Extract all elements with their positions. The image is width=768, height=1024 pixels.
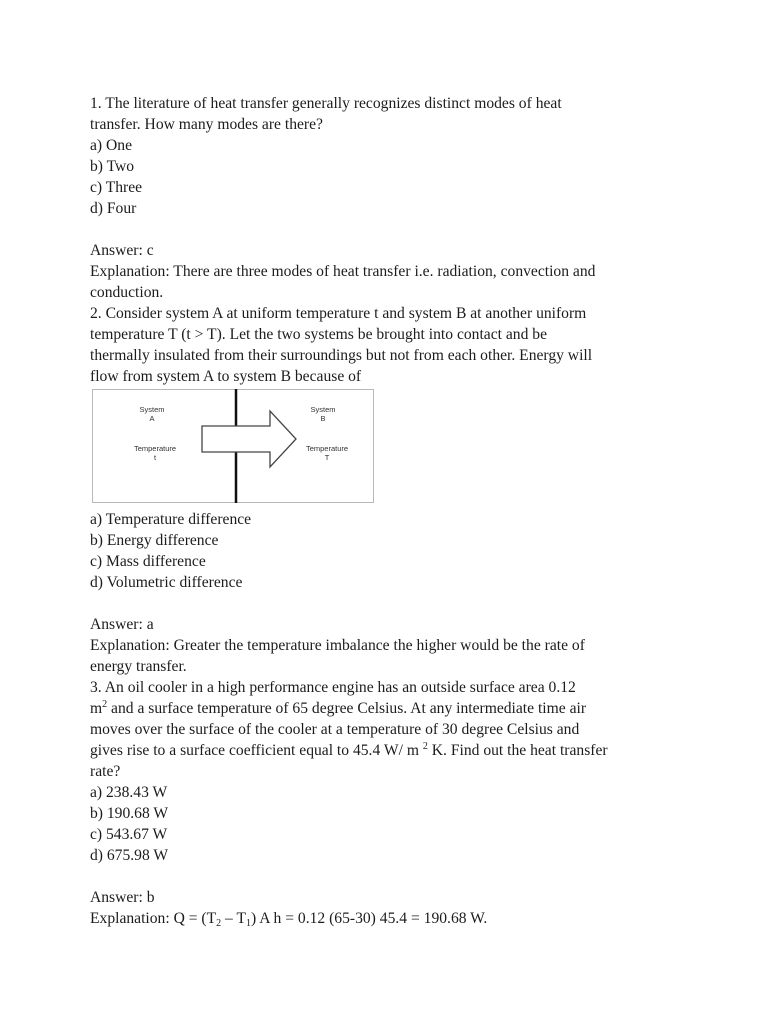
question-text: 3. An oil cooler in a high performance engine has an outside surface area 0.12	[90, 679, 576, 696]
question-text: flow from system A to system B because of	[90, 368, 362, 385]
system-b-label: System B	[310, 405, 336, 423]
answer: Answer: b	[90, 889, 155, 906]
question-text: transfer. How many modes are there?	[90, 116, 323, 133]
quiz-content	[90, 93, 710, 929]
question-text: thermally insulated from their surroundings but not from each other. Energy will	[90, 347, 593, 364]
system-a-label: System A	[139, 405, 165, 423]
option-b: b) 190.68 W	[90, 805, 169, 822]
question-text: $m^2$ and a surface temperature of 65 degree Celsius. At any intermediate time air	[90, 699, 587, 717]
question-2	[90, 303, 710, 677]
explanation: conduction.	[90, 284, 164, 301]
option-b: b) Two	[90, 158, 135, 175]
option-c: c) Three	[90, 179, 143, 196]
question-3	[90, 677, 710, 929]
explanation: Explanation: Greater the temperature imbalance the higher would be the rate of	[90, 637, 585, 654]
answer: Answer: c	[90, 242, 154, 259]
question-text: 1. The literature of heat transfer generally recognizes distinct modes of heat	[90, 95, 562, 112]
question-text: gives rise to a surface coefficient equal to 45.4 W/ m $^2$ K. Find out the heat transfer	[90, 741, 608, 759]
explanation: Explanation: There are three modes of heat transfer i.e. radiation, convection and	[90, 263, 596, 280]
option-c: c) 543.67 W	[90, 826, 168, 843]
question-text: 2. Consider system A at uniform temperature t and system B at another uniform	[90, 305, 587, 322]
temperature-b-label: Temperature T	[305, 444, 349, 462]
explanation: energy transfer.	[90, 658, 187, 675]
option-a: a) 238.43 W	[90, 784, 168, 801]
option-d: d) Volumetric difference	[90, 574, 243, 591]
option-c: c) Mass difference	[90, 553, 206, 570]
option-a: a) Temperature difference	[90, 511, 252, 528]
option-a: a) One	[90, 137, 132, 154]
question-text: moves over the surface of the cooler at a temperature of 30 degree Celsius and	[90, 721, 580, 738]
question-text: rate?	[90, 763, 121, 780]
heat-flow-diagram	[92, 389, 375, 505]
question-text: temperature T (t > T). Let the two systems be brought into contact and be	[90, 326, 548, 343]
option-d: d) 675.98 W	[90, 847, 169, 864]
explanation: Explanation: $Q = (T_2 - T_1)$ A h = 0.12 (65-30) 45.4 = 190.68 W.	[90, 910, 488, 929]
answer: Answer: a	[90, 616, 154, 633]
option-b: b) Energy difference	[90, 532, 219, 549]
temperature-a-label: Temperature t	[133, 444, 177, 462]
option-d: d) Four	[90, 200, 137, 217]
question-1	[90, 93, 710, 303]
